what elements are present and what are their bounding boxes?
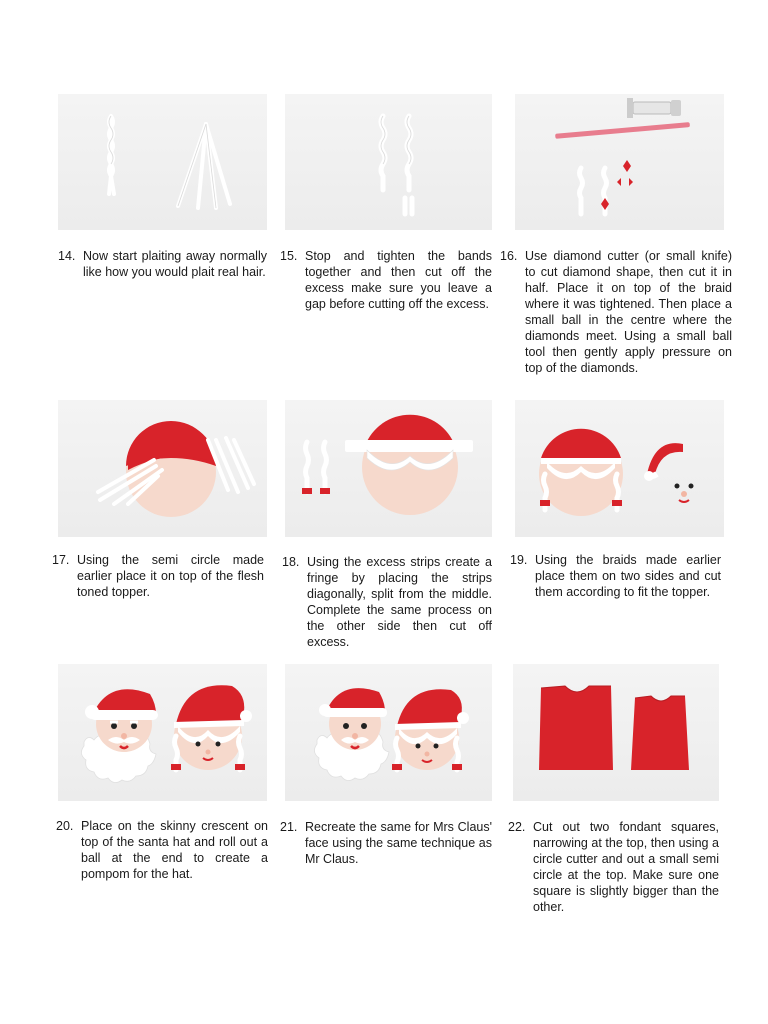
step-text: Now start plaiting away normally like how you would plait real hair. bbox=[83, 249, 267, 279]
step-17-photo bbox=[58, 400, 267, 537]
step-number: 19. bbox=[510, 553, 528, 567]
step-number: 20. bbox=[56, 819, 74, 833]
step-text: Use diamond cutter (or small knife) to cut diamond shape, then cut it in half. Place it on top of the braid where it was tightened. Then place a small ball in the centre where the diamonds meet. Using a small ball tool then gently apply pressure on top of the diamonds. bbox=[525, 249, 732, 375]
step-text: Using the excess strips create a fringe by placing the strips diagonally, split from the middle. Complete the same process on the other side then cut off excess. bbox=[307, 555, 492, 649]
step-15 bbox=[280, 248, 492, 312]
step-22-photo bbox=[513, 664, 719, 801]
step-15-photo bbox=[285, 94, 492, 230]
step-text: Recreate the same for Mrs Claus' face using the same technique as Mr Claus. bbox=[305, 820, 492, 866]
step-18 bbox=[282, 554, 492, 650]
step-16-photo bbox=[515, 94, 724, 230]
step-number: 14. bbox=[58, 249, 76, 263]
step-20 bbox=[56, 818, 268, 882]
step-21-photo bbox=[285, 664, 492, 801]
step-14-photo bbox=[58, 94, 267, 230]
step-text: Place on the skinny crescent on top of the santa hat and roll out a ball at the end to create a pompom for the hat. bbox=[81, 819, 268, 881]
step-17 bbox=[52, 552, 264, 600]
step-number: 22. bbox=[508, 820, 526, 834]
step-16 bbox=[500, 248, 732, 376]
step-number: 17. bbox=[52, 553, 70, 567]
step-14 bbox=[58, 248, 267, 280]
step-18-photo bbox=[285, 400, 492, 537]
step-text: Stop and tighten the bands together and then cut off the excess make sure you leave a gap before cutting off the excess. bbox=[305, 249, 492, 311]
step-number: 18. bbox=[282, 555, 300, 569]
step-number: 21. bbox=[280, 820, 298, 834]
step-text: Using the semi circle made earlier place it on top of the flesh toned topper. bbox=[77, 553, 264, 599]
step-19-photo bbox=[515, 400, 724, 537]
step-number: 16. bbox=[500, 249, 518, 263]
step-21 bbox=[280, 819, 492, 867]
step-number: 15. bbox=[280, 249, 298, 263]
step-22 bbox=[508, 819, 719, 915]
step-20-photo bbox=[58, 664, 267, 801]
step-text: Using the braids made earlier place them on two sides and cut them according to fit the topper. bbox=[535, 553, 721, 599]
step-text: Cut out two fondant squares, narrowing at the top, then using a circle cutter and out a small semi circle at the top. Make sure one square is slightly bigger than the other. bbox=[533, 820, 719, 914]
step-19 bbox=[510, 552, 721, 600]
